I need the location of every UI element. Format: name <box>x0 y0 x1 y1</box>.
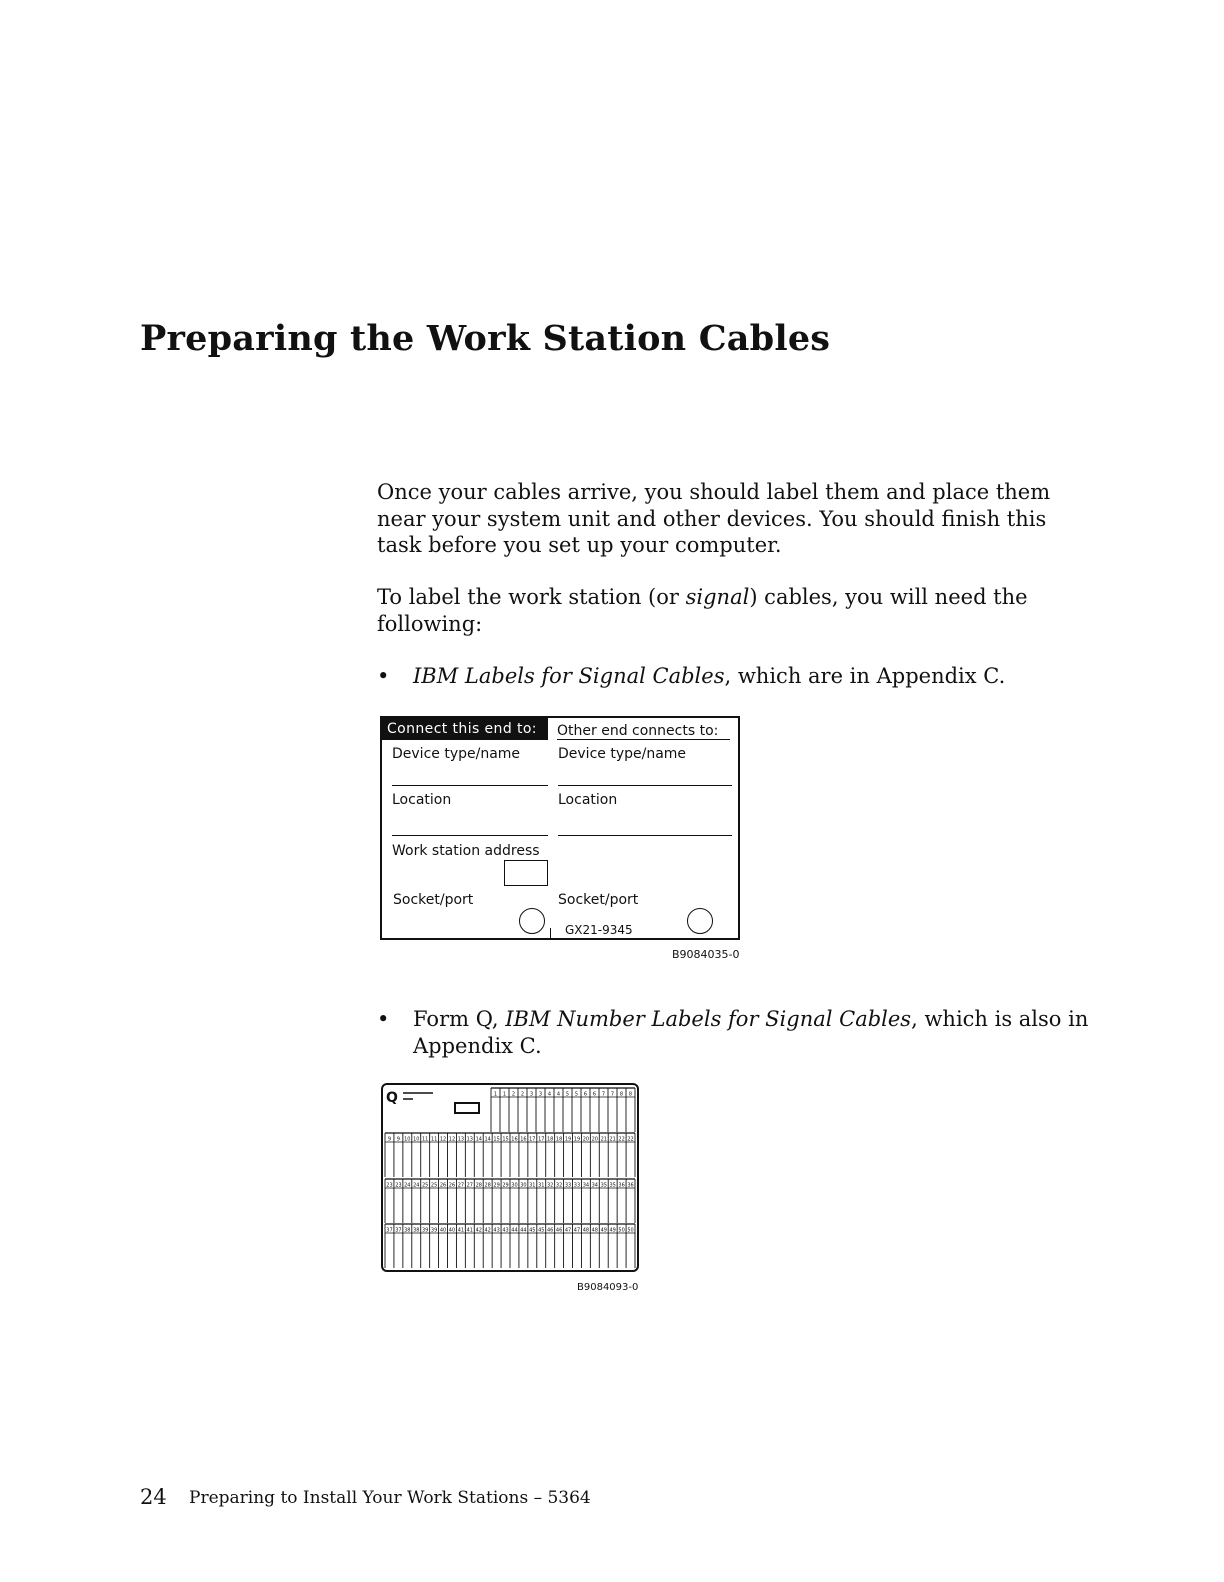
bullet1-italic: IBM Labels for Signal Cables <box>413 664 725 688</box>
row4-number: 42 <box>484 1227 491 1234</box>
row3-number: 23 <box>395 1182 402 1189</box>
row4-number: 45 <box>538 1227 545 1234</box>
row2-number: 15 <box>493 1136 500 1143</box>
row2-number: 10 <box>413 1136 420 1143</box>
row4-number: 49 <box>609 1227 616 1234</box>
row3-number: 35 <box>600 1182 607 1189</box>
row2-number: 9 <box>387 1136 392 1143</box>
row4-number: 38 <box>413 1227 420 1234</box>
row3-number: 25 <box>421 1182 429 1189</box>
row4-number: 46 <box>546 1227 554 1234</box>
form-q-grid <box>383 1085 637 1270</box>
row4-number: 37 <box>395 1227 402 1234</box>
row2-number: 20 <box>582 1136 590 1143</box>
row2-number: 9 <box>396 1136 400 1143</box>
paragraph2-before: To label the work station (or <box>377 585 686 609</box>
row2-number: 11 <box>430 1136 438 1143</box>
bullet2-before: Form Q, <box>413 1007 506 1031</box>
intro-paragraph: Once your cables arrive, you should label them and place them near your system unit and other devices. You should finish this task before you set up your computer. <box>377 480 1051 557</box>
row3-number: 28 <box>475 1182 482 1189</box>
row2-number: 16 <box>511 1136 518 1143</box>
row1-number: 5 <box>565 1091 570 1098</box>
row2-number: 11 <box>421 1136 429 1143</box>
row1-number: 5 <box>574 1091 579 1098</box>
row4-number: 44 <box>511 1227 518 1234</box>
connect-this-end-header: Connect this end to: <box>382 718 548 740</box>
signal-cables-paragraph <box>377 584 1097 637</box>
bullet2-after: , which is also in Appendix C. <box>413 1007 1089 1058</box>
row4-number: 48 <box>582 1227 590 1234</box>
row3-number: 30 <box>511 1182 518 1189</box>
row1-number: 8 <box>619 1091 624 1098</box>
row4-number: 50 <box>618 1227 625 1234</box>
row2-number: 22 <box>618 1136 625 1143</box>
row4-number: 44 <box>520 1227 527 1234</box>
row4-number: 40 <box>439 1227 447 1234</box>
footer-text: Preparing to Install Your Work Stations – 5364 <box>189 1488 591 1508</box>
bullet-item-labels <box>413 663 1103 690</box>
row3-number: 30 <box>520 1182 527 1189</box>
row3-number: 24 <box>404 1182 411 1189</box>
paragraph2-after: ) cables, you will need the following: <box>377 585 1028 636</box>
row4-number: 39 <box>430 1227 438 1234</box>
row3-number: 31 <box>529 1182 536 1189</box>
left-socket-label: Socket/port <box>393 892 474 908</box>
row3-number: 32 <box>555 1182 563 1189</box>
bullet1-after: , which are in Appendix C. <box>724 664 1006 688</box>
signal-cable-label-figure <box>380 716 740 940</box>
left-device-line <box>392 785 548 786</box>
row2-number: 17 <box>538 1136 545 1143</box>
left-location-line <box>392 835 548 836</box>
row3-number: 36 <box>627 1182 634 1189</box>
bullet-item-formq <box>413 1006 1103 1059</box>
right-socket-circle-icon <box>687 908 713 934</box>
left-socket-circle-icon <box>519 908 545 934</box>
row4-number: 50 <box>627 1227 634 1234</box>
row3-number: 25 <box>430 1182 438 1189</box>
row4-number: 39 <box>421 1227 429 1234</box>
row4-number: 47 <box>564 1227 572 1234</box>
row2-number: 21 <box>609 1136 616 1143</box>
row1-number: 4 <box>556 1091 561 1098</box>
form-number: GX21-9345 <box>565 923 633 937</box>
row2-number: 15 <box>502 1136 509 1143</box>
row3-number: 26 <box>439 1182 447 1189</box>
page-title: Preparing the Work Station Cables <box>140 318 831 359</box>
address-box <box>504 860 548 886</box>
row2-number: 18 <box>555 1136 563 1143</box>
row4-number: 43 <box>502 1227 509 1234</box>
row1-number: 2 <box>520 1091 525 1098</box>
row2-number: 12 <box>439 1136 447 1143</box>
row3-number: 24 <box>413 1182 420 1189</box>
row4-number: 45 <box>529 1227 536 1234</box>
row1-number: 7 <box>610 1091 615 1098</box>
row4-number: 38 <box>404 1227 411 1234</box>
row1-number: 7 <box>601 1091 606 1098</box>
row3-number: 33 <box>564 1182 572 1189</box>
row3-number: 32 <box>546 1182 554 1189</box>
row3-number: 26 <box>448 1182 456 1189</box>
row2-number: 19 <box>573 1136 581 1143</box>
row4-number: 49 <box>600 1227 607 1234</box>
label-figure-id: B9084035-0 <box>672 948 740 961</box>
row2-number: 22 <box>627 1136 634 1143</box>
row2-number: 14 <box>484 1136 491 1143</box>
row3-number: 31 <box>538 1182 545 1189</box>
row4-number: 48 <box>591 1227 599 1234</box>
workstation-address-label: Work station address <box>392 843 540 859</box>
row3-number: 35 <box>609 1182 616 1189</box>
right-location-label: Location <box>558 792 618 808</box>
row4-number: 46 <box>555 1227 563 1234</box>
row4-number: 37 <box>386 1227 393 1234</box>
left-device-label: Device type/name <box>392 746 521 762</box>
row1-number: 1 <box>502 1091 507 1098</box>
row2-number: 20 <box>591 1136 599 1143</box>
form-q-figure <box>381 1083 639 1272</box>
row3-number: 34 <box>591 1182 599 1189</box>
row2-number: 10 <box>404 1136 411 1143</box>
row2-number: 17 <box>529 1136 536 1143</box>
bullet-marker: • <box>377 1007 390 1031</box>
row2-number: 13 <box>457 1136 465 1143</box>
row4-number: 42 <box>475 1227 482 1234</box>
row2-number: 14 <box>475 1136 482 1143</box>
row2-number: 18 <box>546 1136 554 1143</box>
row4-number: 43 <box>493 1227 500 1234</box>
row2-number: 12 <box>448 1136 456 1143</box>
right-device-line <box>558 785 732 786</box>
row2-number: 19 <box>564 1136 572 1143</box>
row2-number: 16 <box>520 1136 527 1143</box>
row1-number: 2 <box>511 1091 516 1098</box>
paragraph2-italic: signal <box>685 585 750 609</box>
row3-number: 29 <box>493 1182 500 1189</box>
row1-number: 3 <box>529 1091 534 1098</box>
row1-number: 6 <box>583 1091 588 1098</box>
row4-number: 47 <box>573 1227 581 1234</box>
right-device-label: Device type/name <box>558 746 687 762</box>
row2-number: 21 <box>600 1136 607 1143</box>
row3-number: 36 <box>618 1182 625 1189</box>
row1-number: 4 <box>547 1091 552 1098</box>
right-location-line <box>558 835 732 836</box>
bullet2-italic: IBM Number Labels for Signal Cables <box>505 1007 912 1031</box>
row4-number: 41 <box>466 1227 474 1234</box>
bullet-marker: • <box>377 664 390 688</box>
row1-number: 3 <box>538 1091 543 1098</box>
row4-number: 40 <box>448 1227 456 1234</box>
left-location-label: Location <box>392 792 452 808</box>
page-number: 24 <box>140 1485 167 1509</box>
row3-number: 29 <box>502 1182 509 1189</box>
row1-number: 1 <box>493 1091 498 1098</box>
row3-number: 23 <box>386 1182 393 1189</box>
row3-number: 28 <box>484 1182 491 1189</box>
row3-number: 33 <box>573 1182 581 1189</box>
card-icon <box>455 1103 479 1113</box>
other-end-header: Other end connects to: <box>557 723 730 740</box>
form-q-letter: Q <box>386 1090 398 1106</box>
row2-number: 13 <box>466 1136 474 1143</box>
row3-number: 27 <box>466 1182 474 1189</box>
right-socket-label: Socket/port <box>558 892 639 908</box>
tick-mark <box>550 928 551 938</box>
formq-figure-id: B9084093-0 <box>577 1282 639 1293</box>
row4-number: 41 <box>457 1227 465 1234</box>
row1-number: 8 <box>628 1091 633 1098</box>
row1-number: 6 <box>592 1091 597 1098</box>
row3-number: 34 <box>582 1182 590 1189</box>
row3-number: 27 <box>457 1182 465 1189</box>
